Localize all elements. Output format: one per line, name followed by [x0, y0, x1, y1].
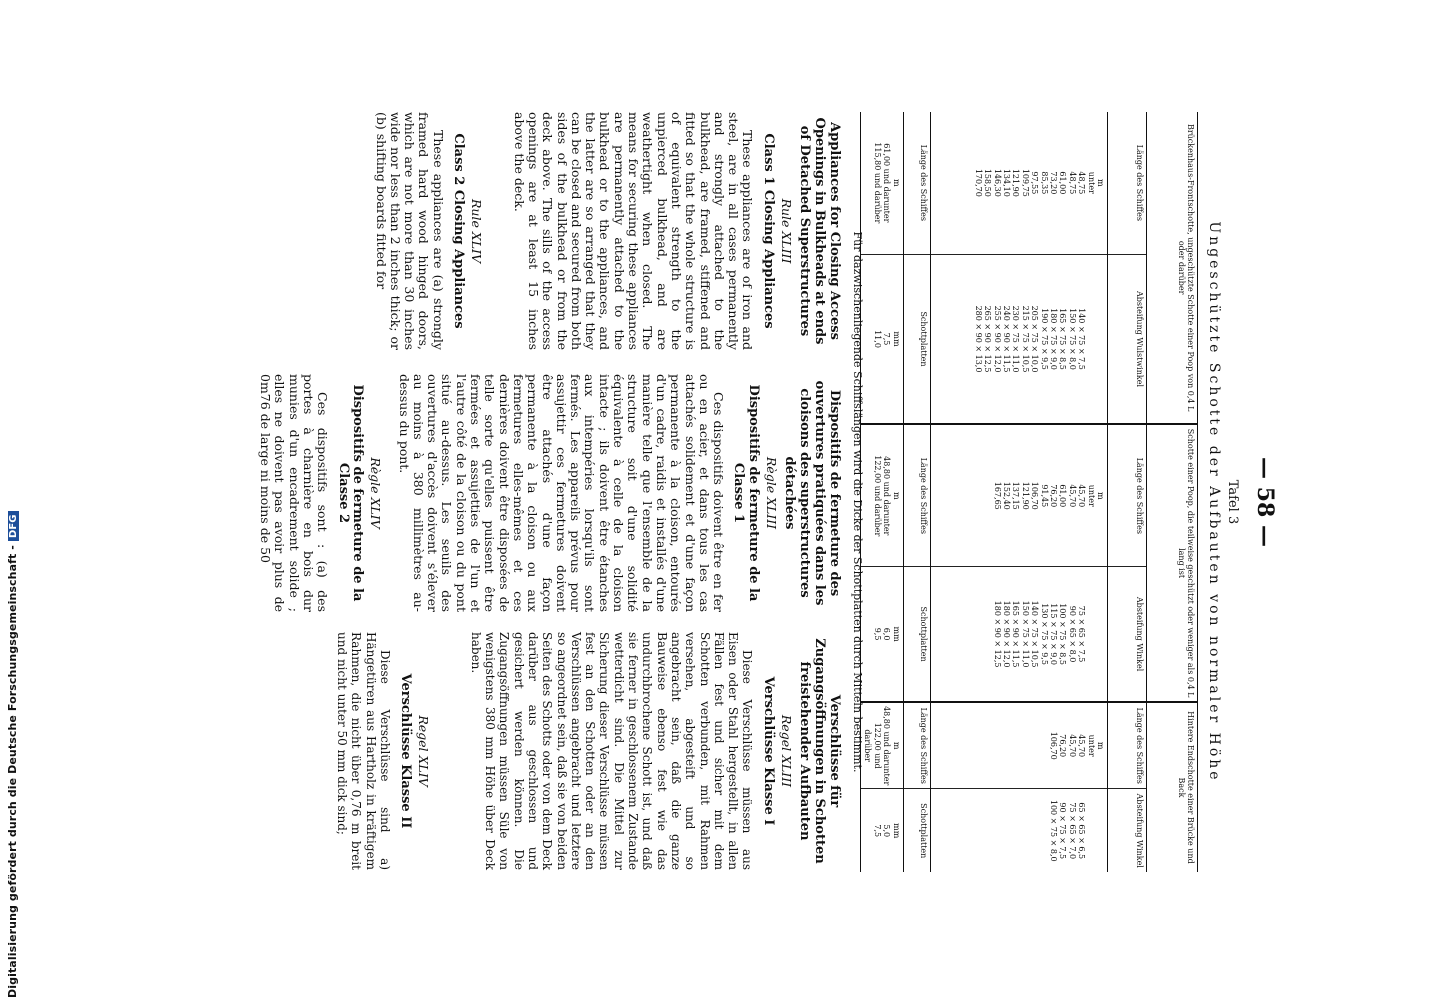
plates-header-3: Schottplatten — [904, 789, 931, 872]
col-length-2: Länge des Schiffes — [1108, 424, 1147, 566]
g1-lengths-cell: m unter 48,75 48,75 61,00 73,20 85,35 97,55 109,75 121,90 134,10 146,30 158,50 170,70 — [931, 112, 1108, 254]
group-header-2: Schotte einer Poop, die teilweise geschützt oder weniger als 0,4 L lang ist — [1147, 424, 1198, 702]
table-value: 48,75 — [1067, 171, 1077, 195]
table-title: Ungeschützte Schotte der Aufbauten von normaler Höhe — [1206, 221, 1222, 783]
french-paragraph-1: Ces dispositifs doivent être en fer ou en acier, et dans tous les cas attachés solidement et d'une façon permanente à la cloison, entourés d'un cadre, raidis et installés d'une manière telle que l'ensemble de la structure soit d'une solidité équivalente à celle de la cloison intacte ; ils doivent être étanches aux intempéries lorsqu'ils sont fermés. Les appareils prévus pour assujettir ces fermetures doivent être attachés d'une façon permanente à la cloison ou aux fermetures elles-mêmes et ces dernières doivent être disposées de telle sorte qu'elles puissent être fermées et assujetties de l'un et l'autre côté de la cloison ou du pont situé au-dessus. Les seuils des ouvertures d'accès doivent s'élever au moins à 380 millimètres au-dessus du pont. — [396, 374, 727, 612]
table-value: 45,70 — [1077, 484, 1087, 508]
table-value: 170,70 — [973, 168, 983, 197]
table-value: 150 × 75 × 8,0 — [1067, 308, 1077, 370]
table-label: Tafel 3 — [1225, 479, 1240, 525]
g2-lengths-cell: m unter 45,70 45,70 61,00 76,20 91,45 106,70 121,90 137,15 152,40 167,65 — [931, 424, 1108, 566]
table-value: 150 × 75 × 11,0 — [1020, 600, 1030, 668]
table-value: 75 × 65 × 7,5 — [1077, 605, 1087, 663]
g3-plate-thickness: mm 5,0 7,5 — [860, 789, 903, 872]
german-paragraph-2: Diese Verschlüsse sind a) Hängetüren aus Hartholz in kräftigem Rahmen, die nicht über 0,76 m breit und nicht unter 50 mm dick sind; — [334, 632, 392, 870]
dfg-logo: DFG — [8, 511, 19, 541]
document-page — [150, 112, 1284, 892]
g3-plate-lengths: m 48,80 und darunter 122,00 und darüber — [860, 702, 903, 789]
table-value: 230 × 75 × 11,0 — [1011, 305, 1021, 373]
table-value: 76,20 — [1058, 734, 1068, 758]
table-value: 205 × 75 × 10,0 — [1030, 305, 1040, 373]
table-value: 106,70 — [1048, 731, 1058, 760]
german-rule-43: Regel XLIII — [779, 714, 794, 788]
table-value: 180 × 75 × 9,0 — [1048, 308, 1058, 370]
french-rule-44: Règle XLIV — [368, 457, 384, 529]
table-value: 240 × 90 × 11,5 — [1001, 305, 1011, 373]
table-value: 45,70 — [1067, 734, 1077, 758]
table-value: 134,10 — [1001, 168, 1011, 197]
table-value: 122,00 und darüber — [863, 722, 882, 769]
english-rule-43: Rule XLIII — [779, 198, 794, 264]
french-rule-43: Règle XLIII — [764, 456, 779, 530]
table-value: 65 × 65 × 6,5 — [1077, 802, 1087, 860]
table-value: 121,90 — [1011, 168, 1021, 197]
table-value: 6,0 — [882, 627, 892, 641]
table-value: 140 × 75 × 10,5 — [1030, 600, 1040, 668]
table-value: 121,90 — [1020, 481, 1030, 510]
table-value: 137,15 — [1011, 481, 1021, 510]
table-value: 7,5 — [872, 824, 882, 838]
english-heading: Appliances for Closing Access Openings in Bulkheads at ends of Detached Superstructures — [797, 117, 842, 345]
table-note: Für dazwischenliegende Schiffslängen wird die Dicke der Schottplatten durch Mitteln bestimmt. — [851, 231, 864, 773]
table-value: 140 × 75 × 7,5 — [1077, 308, 1087, 370]
table-value: 255 × 90 × 12,0 — [992, 305, 1002, 373]
plates-length-3: Länge des Schiffes — [904, 702, 931, 789]
col-length-1: Länge des Schiffes — [1108, 112, 1147, 254]
table-value: 130 × 75 × 9,5 — [1039, 603, 1049, 665]
plates-header-2: Schottplatten — [904, 567, 931, 702]
german-class-2: Verschlüsse Klasse II — [398, 673, 414, 829]
table-value: 180 × 90 × 12,5 — [992, 600, 1002, 668]
table-value: 100 × 75 × 8,5 — [1058, 603, 1068, 665]
page-number: — 58 — — [1252, 457, 1278, 547]
table-value: 165 × 90 × 11,5 — [1011, 600, 1021, 668]
table-value: 61,00 und darunter — [882, 143, 892, 223]
g3-lengths-cell: m unter 45,70 45,70 76,20 106,70 — [931, 702, 1108, 789]
french-paragraph-2: Ces dispositifs sont : (a) des portes à charnière en bois dur munies d'un encadrement solide ; elles ne doivent pas avoir plus de 0m76 de large ni moins de 50 — [258, 374, 331, 612]
english-class-1: Class 1 Closing Appliances — [760, 133, 776, 329]
table-value: 265 × 90 × 12,5 — [983, 305, 993, 373]
french-heading: Dispositifs de fermeture des ouvertures pratiquées dans les cloisons des superstructures détachées — [782, 380, 842, 606]
group-header-1: Brückenhaus-Frontschotte, ungeschützte Schotte einer Poop von 0,4 L oder darüber — [1147, 112, 1198, 424]
french-column — [258, 374, 842, 612]
table-value: 91,45 — [1039, 484, 1049, 508]
table-value: 48,80 und darunter — [882, 706, 892, 786]
german-rule-44: Regel XLIV — [416, 715, 432, 787]
table-value: 90 × 75 × 7,5 — [1058, 802, 1068, 860]
table-value: 165 × 75 × 8,5 — [1058, 308, 1068, 370]
table-value: 45,70 — [1077, 734, 1087, 758]
english-paragraph-1: These appliances are of iron and steel, are in all cases permanently and strongly attached to the bulkhead, are framed, stiffened and fitted so that the whole structure is of equivalent strength to the unpierced bulkhead, and are weathertight when closed. The means for securing these appliances are permanently attached to the bulkhead or to the appliances, and the latter are so arranged that they can be closed and secured from both sides of the bulkhead or from the deck above. The sills of the access openings are at least 15 inches above the deck. — [511, 112, 756, 350]
table-value: 11,0 — [872, 330, 882, 348]
table-value: 61,00 — [1058, 484, 1068, 508]
german-column — [335, 632, 842, 870]
table-value: 100 × 75 × 8,0 — [1048, 799, 1058, 862]
plates-length-1: Länge des Schiffes — [904, 112, 931, 254]
table-value: 180 × 90 × 12,0 — [1001, 600, 1011, 668]
french-class-1: Dispositifs de fermeture de la Classe 1 — [731, 384, 761, 602]
french-class-2: Dispositifs de fermeture de la Classe 2 — [335, 384, 365, 602]
table-value: 167,65 — [992, 481, 1002, 510]
table-value: 7,5 — [882, 332, 892, 346]
table-value: 9,5 — [872, 627, 882, 641]
table-value: 122,00 und darüber — [872, 455, 882, 537]
table-value: 75 × 65 × 7,0 — [1067, 802, 1077, 860]
g2-plate-lengths: m 48,80 und darunter 122,00 und darüber — [860, 424, 903, 566]
g3-stiffeners-cell — [931, 789, 1108, 872]
col-stiffener-3: Absteifung Winkel — [1108, 789, 1147, 872]
table-value: 5,0 — [882, 824, 892, 838]
table-value: 152,40 — [1001, 481, 1011, 510]
english-paragraph-2: These appliances are (a) strongly framed hard wood hinged doors, which are not more than 30 inches wide nor less than 2 inches thick; or (b) shifting boards fitted for — [373, 112, 446, 350]
col-length-3: Länge des Schiffes — [1108, 702, 1147, 789]
table-value: 280 × 90 × 13,0 — [973, 305, 983, 373]
german-heading: Verschlüsse für Zugangsöffnungen in Schotten freistehender Aufbauten — [797, 638, 842, 864]
g1-plate-lengths: m 61,00 und darunter 115,80 und darüber — [860, 112, 903, 254]
table-value: 106,70 — [1030, 481, 1040, 510]
table-value: 61,00 — [1058, 171, 1068, 195]
plates-length-2: Länge des Schiffes — [904, 424, 931, 566]
g2-stiffeners-cell — [931, 567, 1108, 702]
table-value: 73,20 — [1048, 171, 1058, 195]
table-value: 115,80 und darüber — [872, 142, 882, 224]
g2-plate-thickness: mm 6,0 9,5 — [860, 567, 903, 702]
table-value: 97,55 — [1030, 171, 1040, 195]
table-value: 190 × 75 × 9,5 — [1039, 308, 1049, 370]
german-class-1: Verschlüsse Klasse I — [760, 676, 776, 826]
table-value: 90 × 65 × 8,0 — [1067, 605, 1077, 663]
english-column — [373, 112, 842, 350]
table-value: 158,50 — [983, 168, 993, 197]
col-stiffener-2: Absteifung Winkel — [1108, 567, 1147, 702]
bulkhead-table — [860, 112, 1198, 872]
english-class-2: Class 2 Closing Appliances — [451, 133, 467, 329]
table-value: 115 × 75 × 9,0 — [1048, 603, 1058, 665]
table-value: 45,70 — [1067, 484, 1077, 508]
table-value: 76,20 — [1048, 484, 1058, 508]
g1-stiffeners-cell — [931, 254, 1108, 424]
table-value: 146,30 — [992, 168, 1002, 197]
table-value: 109,75 — [1020, 168, 1030, 197]
table-value: 48,80 und darunter — [882, 456, 892, 536]
german-paragraph-1: Diese Verschlüsse müssen aus Eisen oder Stahl hergestellt, in allen Fällen fest und sicher mit dem Schotten verbunden, mit Rahmen versehen, abgesteift und so angebracht sein, daß die ganze Bauweise ebenso fest wie das undurchbrochene Schott ist, und daß sie ferner in geschlossenem Zustande wetterdicht sind. Die Mittel zur Sicherung dieser Verschlüsse müssen fest an den Schotten oder an den Verschlüssen angebracht und letztere so angeordnet sein, daß sie von beiden Seiten des Schotts oder von dem Deck darüber aus geschlossen und gesichert werden können. Die Zugangsöffnungen müssen Süle von wenigstens 380 mm Höhe über Deck haben. — [468, 632, 755, 870]
group-header-3: Hintere Endschotte einer Brücke und Back — [1147, 702, 1198, 872]
col-stiffener-1: Absteifung Wulstwinkel — [1108, 254, 1147, 424]
english-rule-44: Rule XLIV — [469, 199, 485, 263]
table-value: 48,75 — [1077, 171, 1087, 195]
table-value: 215 × 75 × 10,5 — [1020, 305, 1030, 373]
g1-plate-thickness: mm 7,5 11,0 — [860, 254, 903, 424]
digitization-credit: Digitalisierung gefördert durch die Deutsche Forschungsgemeinschaft -DFG — [6, 511, 19, 998]
plates-header-1: Schottplatten — [904, 254, 931, 424]
table-value: 85,35 — [1039, 171, 1049, 195]
